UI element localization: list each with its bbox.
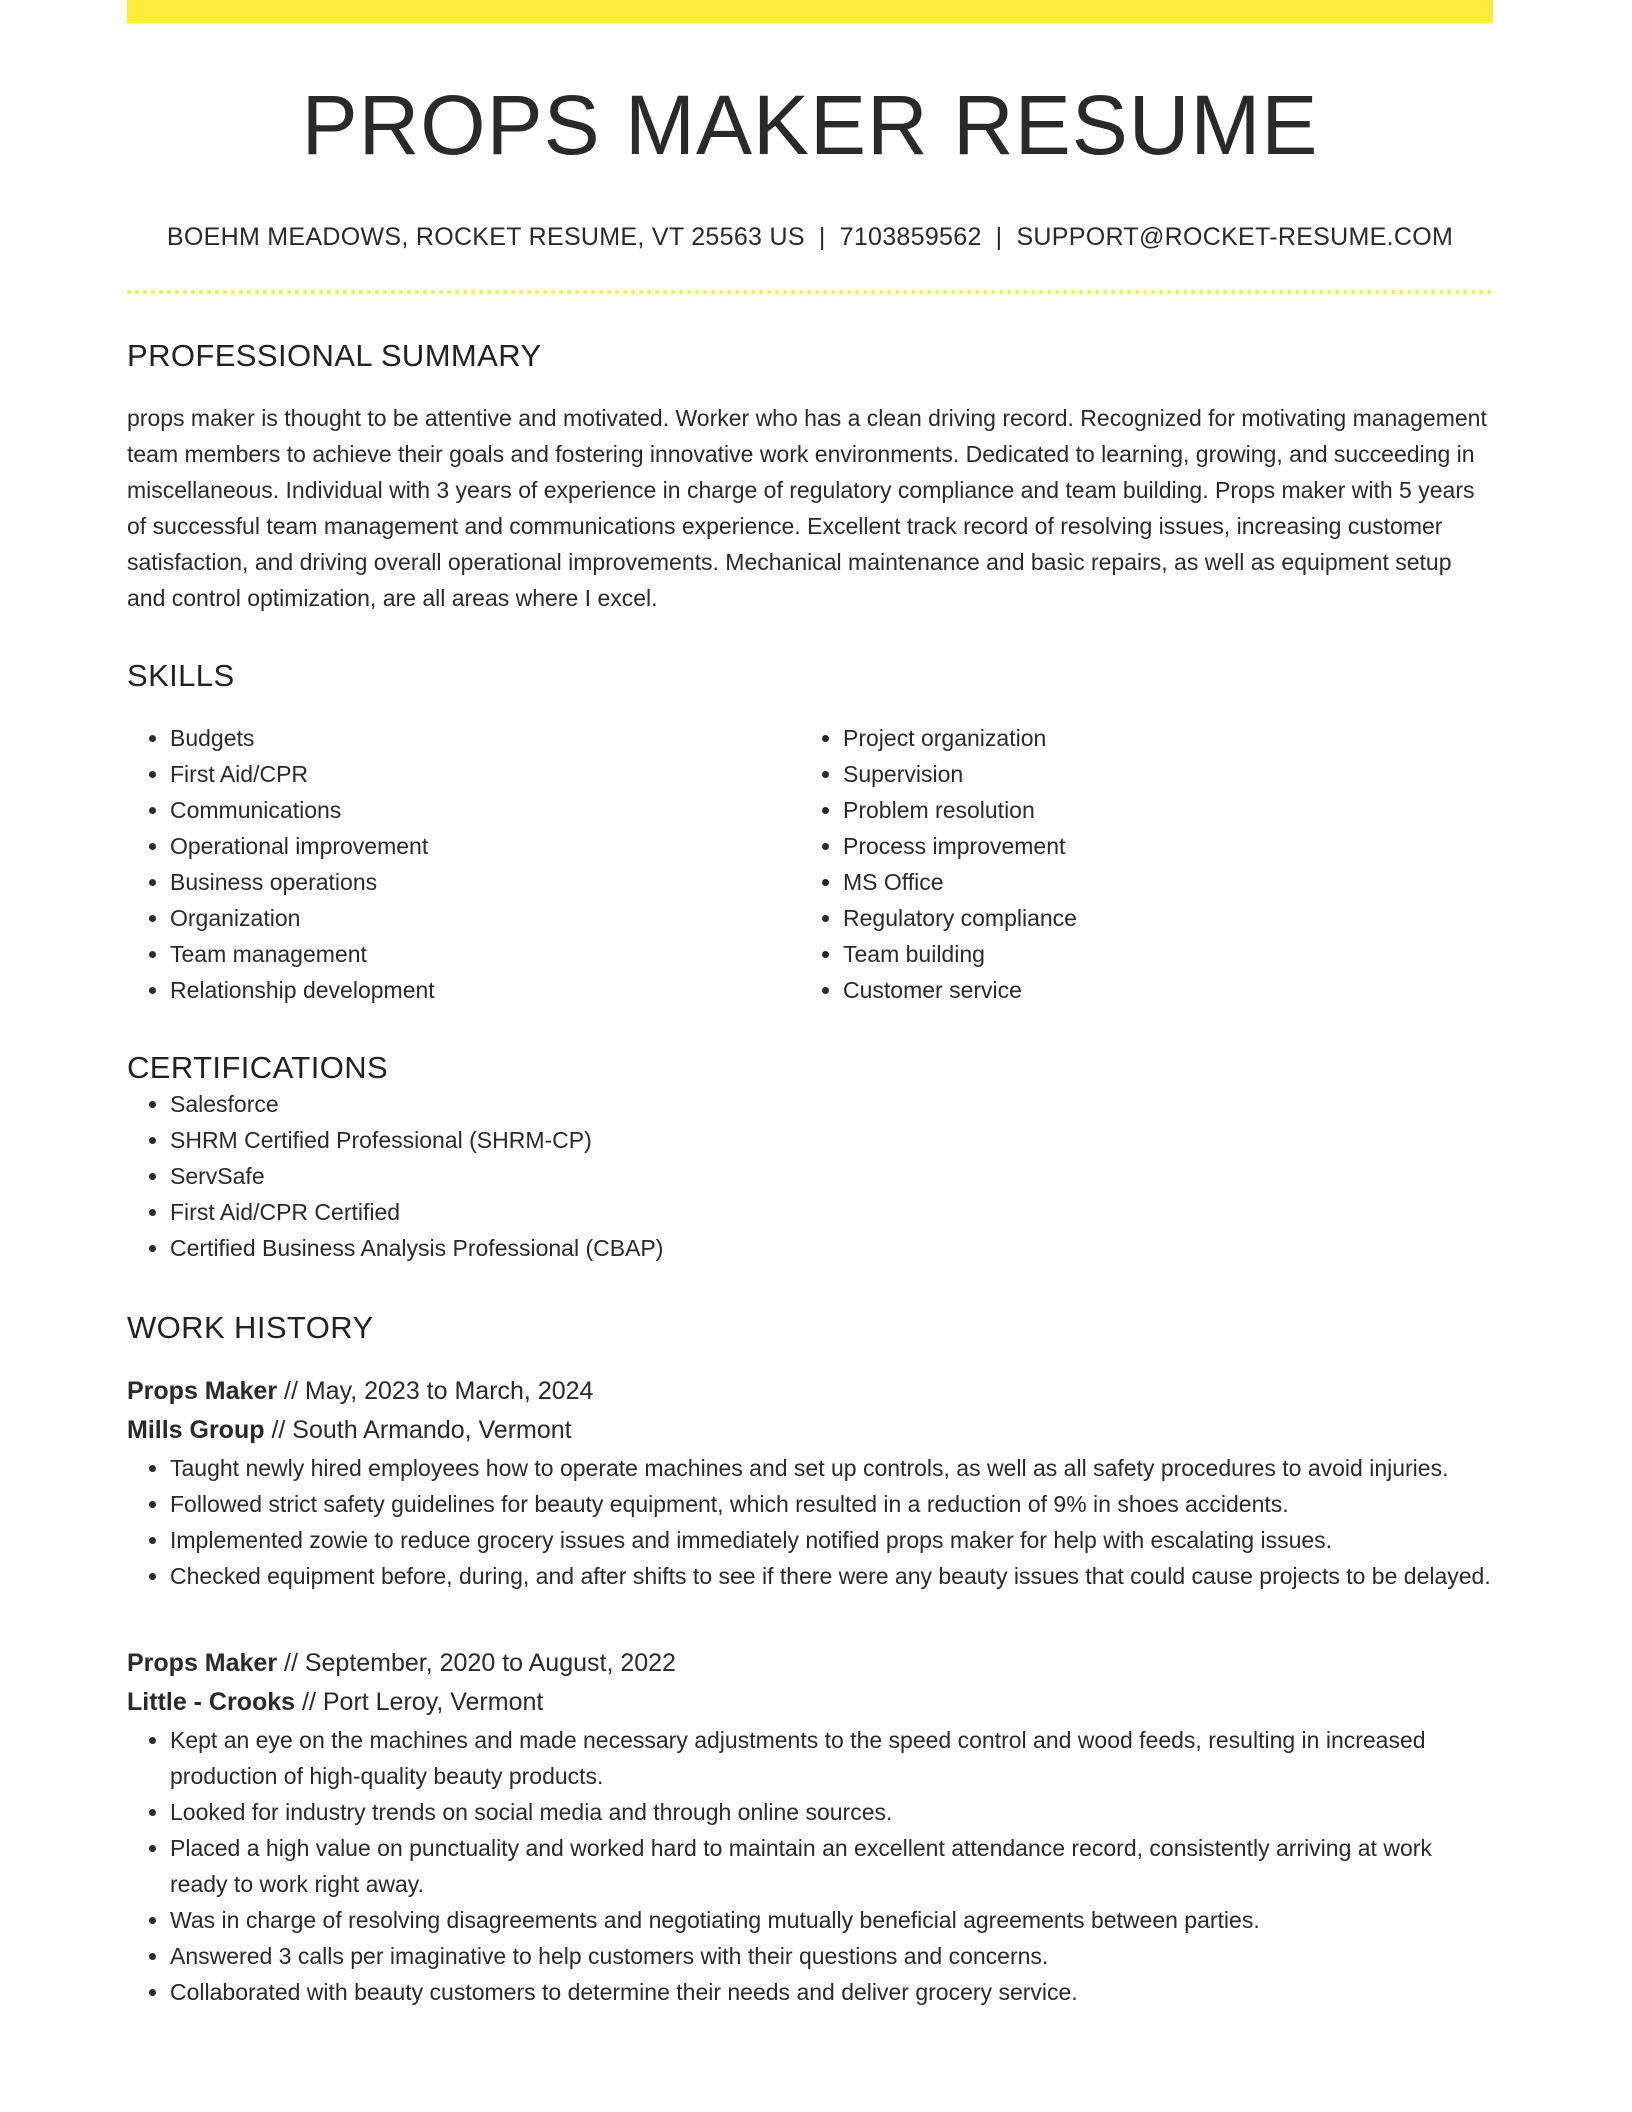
contact-address: BOEHM MEADOWS, ROCKET RESUME, VT 25563 US [166, 223, 805, 252]
skills-list-right [800, 720, 1473, 1008]
skill-item: • Communications [170, 792, 800, 828]
skills-column-left [127, 720, 800, 1008]
job-bullet: • Answered 3 calls per imaginative to help customers with their questions and concerns. [170, 1938, 1493, 1974]
skill-item: • Problem resolution [843, 792, 1473, 828]
skills-section [127, 658, 1493, 1008]
certifications-section [127, 1050, 1493, 1266]
skill-item: • Budgets [170, 720, 800, 756]
summary-heading: PROFESSIONAL SUMMARY [127, 338, 542, 374]
job-company: Little - Crooks [127, 1688, 296, 1717]
dotted-divider [127, 290, 1493, 294]
certifications-heading: CERTIFICATIONS [127, 1050, 389, 1086]
job-responsibilities [127, 1722, 1493, 2010]
skill-item: • Regulatory compliance [843, 900, 1473, 936]
summary-section [127, 338, 1493, 616]
certification-item: • ServSafe [170, 1158, 1493, 1194]
certification-item: • Certified Business Analysis Professional (CBAP) [170, 1230, 1493, 1266]
skills-list-left [127, 720, 800, 1008]
skill-item: • Supervision [843, 756, 1473, 792]
page-title: PROPS MAKER RESUME [301, 78, 1319, 172]
contact-separator: | [995, 223, 1003, 252]
resume-page [127, 0, 1493, 2010]
contact-separator: | [818, 223, 826, 252]
job-bullet: • Followed strict safety guidelines for beauty equipment, which resulted in a reduction of 9% in shoes accidents. [170, 1486, 1493, 1522]
certification-item: • First Aid/CPR Certified [170, 1194, 1493, 1230]
skill-item: • Customer service [843, 972, 1473, 1008]
contact-line [127, 223, 1493, 252]
job-bullet: • Collaborated with beauty customers to determine their needs and deliver grocery service. [170, 1974, 1493, 2010]
job-location: // Port Leroy, Vermont [295, 1688, 544, 1717]
skills-grid [127, 720, 1493, 1008]
job-bullet: • Was in charge of resolving disagreements and negotiating mutually beneficial agreements between parties. [170, 1902, 1493, 1938]
skill-item: • Team building [843, 936, 1473, 972]
job-dates: // May, 2023 to March, 2024 [277, 1377, 594, 1406]
top-accent-bar [127, 0, 1493, 23]
certification-item: • Salesforce [170, 1086, 1493, 1122]
job-company-line [127, 1411, 1493, 1450]
summary-text: props maker is thought to be attentive and motivated. Worker who has a clean driving record. Recognized for motivating management team members to achieve their goals and fostering innovative work environments. Dedicated to learning, growing, and succeeding in miscellaneous. Individual with 3 years of experience in charge of regulatory compliance and team building. Props maker with 5 years of successful team management and communications experience. Excellent track record of resolving issues, increasing customer satisfaction, and driving overall operational improvements. Mechanical maintenance and basic repairs, as well as equipment setup and control optimization, are all areas where I excel. [127, 405, 1487, 612]
skill-item: • Organization [170, 900, 800, 936]
skill-item: • Operational improvement [170, 828, 800, 864]
skill-item: • Process improvement [843, 828, 1473, 864]
skill-item: • Business operations [170, 864, 800, 900]
job-title: Props Maker [127, 1377, 278, 1406]
skill-item: • First Aid/CPR [170, 756, 800, 792]
skill-item: • Relationship development [170, 972, 800, 1008]
job-title-line [127, 1372, 1493, 1411]
job-title-line [127, 1644, 1493, 1683]
certifications-list [127, 1086, 1493, 1266]
job-bullet: • Looked for industry trends on social media and through online sources. [170, 1794, 1493, 1830]
job-company-line [127, 1683, 1493, 1722]
skill-item: • Team management [170, 936, 800, 972]
contact-email: SUPPORT@ROCKET-RESUME.COM [1016, 223, 1454, 252]
skill-item: • MS Office [843, 864, 1473, 900]
job-dates: // September, 2020 to August, 2022 [277, 1649, 676, 1678]
job-bullet: • Checked equipment before, during, and after shifts to see if there were any beauty issues that could cause projects to be delayed. [170, 1558, 1493, 1594]
job-bullet: • Placed a high value on punctuality and worked hard to maintain an excellent attendance record, consistently arriving at work ready to work right away. [170, 1830, 1493, 1902]
certification-item: • SHRM Certified Professional (SHRM-CP) [170, 1122, 1493, 1158]
job-title: Props Maker [127, 1649, 278, 1678]
job-bullet: • Kept an eye on the machines and made necessary adjustments to the speed control and wood feeds, resulting in increased production of high-quality beauty products. [170, 1722, 1493, 1794]
job-entry [127, 1644, 1493, 2010]
contact-phone: 7103859562 [839, 223, 982, 252]
work-history-heading: WORK HISTORY [127, 1310, 374, 1346]
job-location: // South Armando, Vermont [264, 1416, 572, 1445]
skills-heading: SKILLS [127, 658, 235, 694]
skills-column-right [800, 720, 1473, 1008]
work-history-section [127, 1310, 1493, 2010]
job-entry [127, 1372, 1493, 1594]
skill-item: • Project organization [843, 720, 1473, 756]
job-bullet: • Implemented zowie to reduce grocery issues and immediately notified props maker for help with escalating issues. [170, 1522, 1493, 1558]
job-bullet: • Taught newly hired employees how to operate machines and set up controls, as well as all safety procedures to avoid injuries. [170, 1450, 1493, 1486]
job-company: Mills Group [127, 1416, 265, 1445]
job-responsibilities [127, 1450, 1493, 1594]
